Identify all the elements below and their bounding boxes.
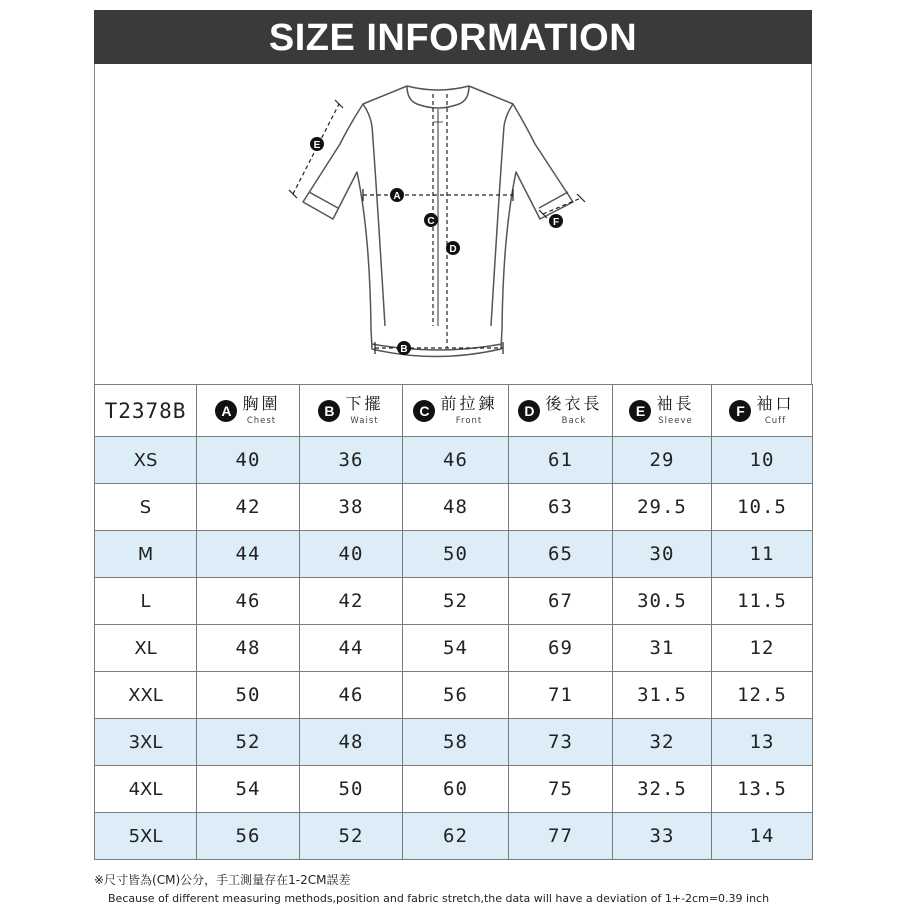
table-cell: 30 <box>613 531 712 578</box>
size-table <box>94 384 813 860</box>
size-label: M <box>95 531 197 578</box>
svg-text:E: E <box>313 140 321 151</box>
table-cell: 13.5 <box>712 766 813 813</box>
table-row <box>95 484 813 531</box>
table-cell: 33 <box>613 813 712 860</box>
table-cell: 30.5 <box>613 578 712 625</box>
table-cell: 52 <box>300 813 403 860</box>
table-cell: 65 <box>509 531 613 578</box>
table-cell: 10 <box>712 437 813 484</box>
table-cell: 52 <box>197 719 300 766</box>
table-cell: 11.5 <box>712 578 813 625</box>
table-cell: 12 <box>712 625 813 672</box>
page-title: SIZE INFORMATION <box>94 10 812 64</box>
size-label: XS <box>95 437 197 484</box>
table-cell: 67 <box>509 578 613 625</box>
table-cell: 44 <box>197 531 300 578</box>
model-code: T2378B <box>95 385 197 437</box>
svg-text:D: D <box>449 244 457 255</box>
table-cell: 32 <box>613 719 712 766</box>
table-cell: 31.5 <box>613 672 712 719</box>
table-cell: 42 <box>300 578 403 625</box>
size-label: L <box>95 578 197 625</box>
jersey-diagram <box>94 64 812 384</box>
table-cell: 38 <box>300 484 403 531</box>
marker-a <box>390 188 404 202</box>
size-label: XXL <box>95 672 197 719</box>
table-cell: 42 <box>197 484 300 531</box>
svg-text:F: F <box>552 217 560 228</box>
table-row <box>95 531 813 578</box>
table-header-row <box>95 385 813 437</box>
table-cell: 71 <box>509 672 613 719</box>
table-cell: 58 <box>403 719 509 766</box>
table-cell: 52 <box>403 578 509 625</box>
table-cell: 50 <box>403 531 509 578</box>
table-cell: 48 <box>300 719 403 766</box>
size-label: S <box>95 484 197 531</box>
table-row <box>95 766 813 813</box>
size-label: 4XL <box>95 766 197 813</box>
table-cell: 29 <box>613 437 712 484</box>
svg-text:C: C <box>427 216 435 227</box>
marker-b <box>397 341 411 355</box>
size-label: 5XL <box>95 813 197 860</box>
badge-b: B <box>318 400 340 422</box>
column-header-chest: A 胸圍 Chest <box>197 385 300 437</box>
note-english: Because of different measuring methods,position and fabric stretch,the data will have a deviation of 1+-2cm=0.39 inch <box>108 892 770 905</box>
table-cell: 60 <box>403 766 509 813</box>
table-cell: 48 <box>403 484 509 531</box>
badge-f: F <box>729 400 751 422</box>
column-header-sleeve: E 袖長 Sleeve <box>613 385 712 437</box>
table-cell: 62 <box>403 813 509 860</box>
table-cell: 46 <box>403 437 509 484</box>
size-label: 3XL <box>95 719 197 766</box>
table-cell: 11 <box>712 531 813 578</box>
table-cell: 29.5 <box>613 484 712 531</box>
table-cell: 46 <box>197 578 300 625</box>
table-row <box>95 578 813 625</box>
table-cell: 54 <box>197 766 300 813</box>
table-cell: 54 <box>403 625 509 672</box>
marker-c <box>424 213 438 227</box>
table-cell: 56 <box>403 672 509 719</box>
table-row <box>95 672 813 719</box>
table-cell: 48 <box>197 625 300 672</box>
table-cell: 10.5 <box>712 484 813 531</box>
column-header-front: C 前拉鍊 Front <box>403 385 509 437</box>
table-cell: 50 <box>300 766 403 813</box>
table-cell: 75 <box>509 766 613 813</box>
table-cell: 12.5 <box>712 672 813 719</box>
svg-text:A: A <box>393 191 401 202</box>
table-cell: 40 <box>300 531 403 578</box>
measurement-ticks <box>289 100 585 354</box>
table-row <box>95 813 813 860</box>
table-row <box>95 719 813 766</box>
table-cell: 50 <box>197 672 300 719</box>
table-cell: 44 <box>300 625 403 672</box>
table-cell: 77 <box>509 813 613 860</box>
table-row <box>95 625 813 672</box>
table-cell: 13 <box>712 719 813 766</box>
marker-d <box>446 241 460 255</box>
badge-c: C <box>413 400 435 422</box>
table-cell: 63 <box>509 484 613 531</box>
table-cell: 32.5 <box>613 766 712 813</box>
table-cell: 73 <box>509 719 613 766</box>
note-chinese: ※尺寸皆為(CM)公分，手工測量存在1-2CM誤差 <box>94 873 351 887</box>
table-cell: 36 <box>300 437 403 484</box>
table-cell: 56 <box>197 813 300 860</box>
table-cell: 69 <box>509 625 613 672</box>
marker-f <box>549 214 563 228</box>
badge-e: E <box>629 400 651 422</box>
column-header-back: D 後衣長 Back <box>509 385 613 437</box>
column-header-waist: B 下擺 Waist <box>300 385 403 437</box>
table-cell: 46 <box>300 672 403 719</box>
table-cell: 31 <box>613 625 712 672</box>
column-header-cuff: F 袖口 Cuff <box>712 385 813 437</box>
badge-d: D <box>518 400 540 422</box>
table-cell: 61 <box>509 437 613 484</box>
marker-e <box>310 137 324 151</box>
svg-text:B: B <box>400 344 408 355</box>
table-cell: 40 <box>197 437 300 484</box>
table-row <box>95 437 813 484</box>
table-cell: 14 <box>712 813 813 860</box>
size-label: XL <box>95 625 197 672</box>
badge-a: A <box>215 400 237 422</box>
